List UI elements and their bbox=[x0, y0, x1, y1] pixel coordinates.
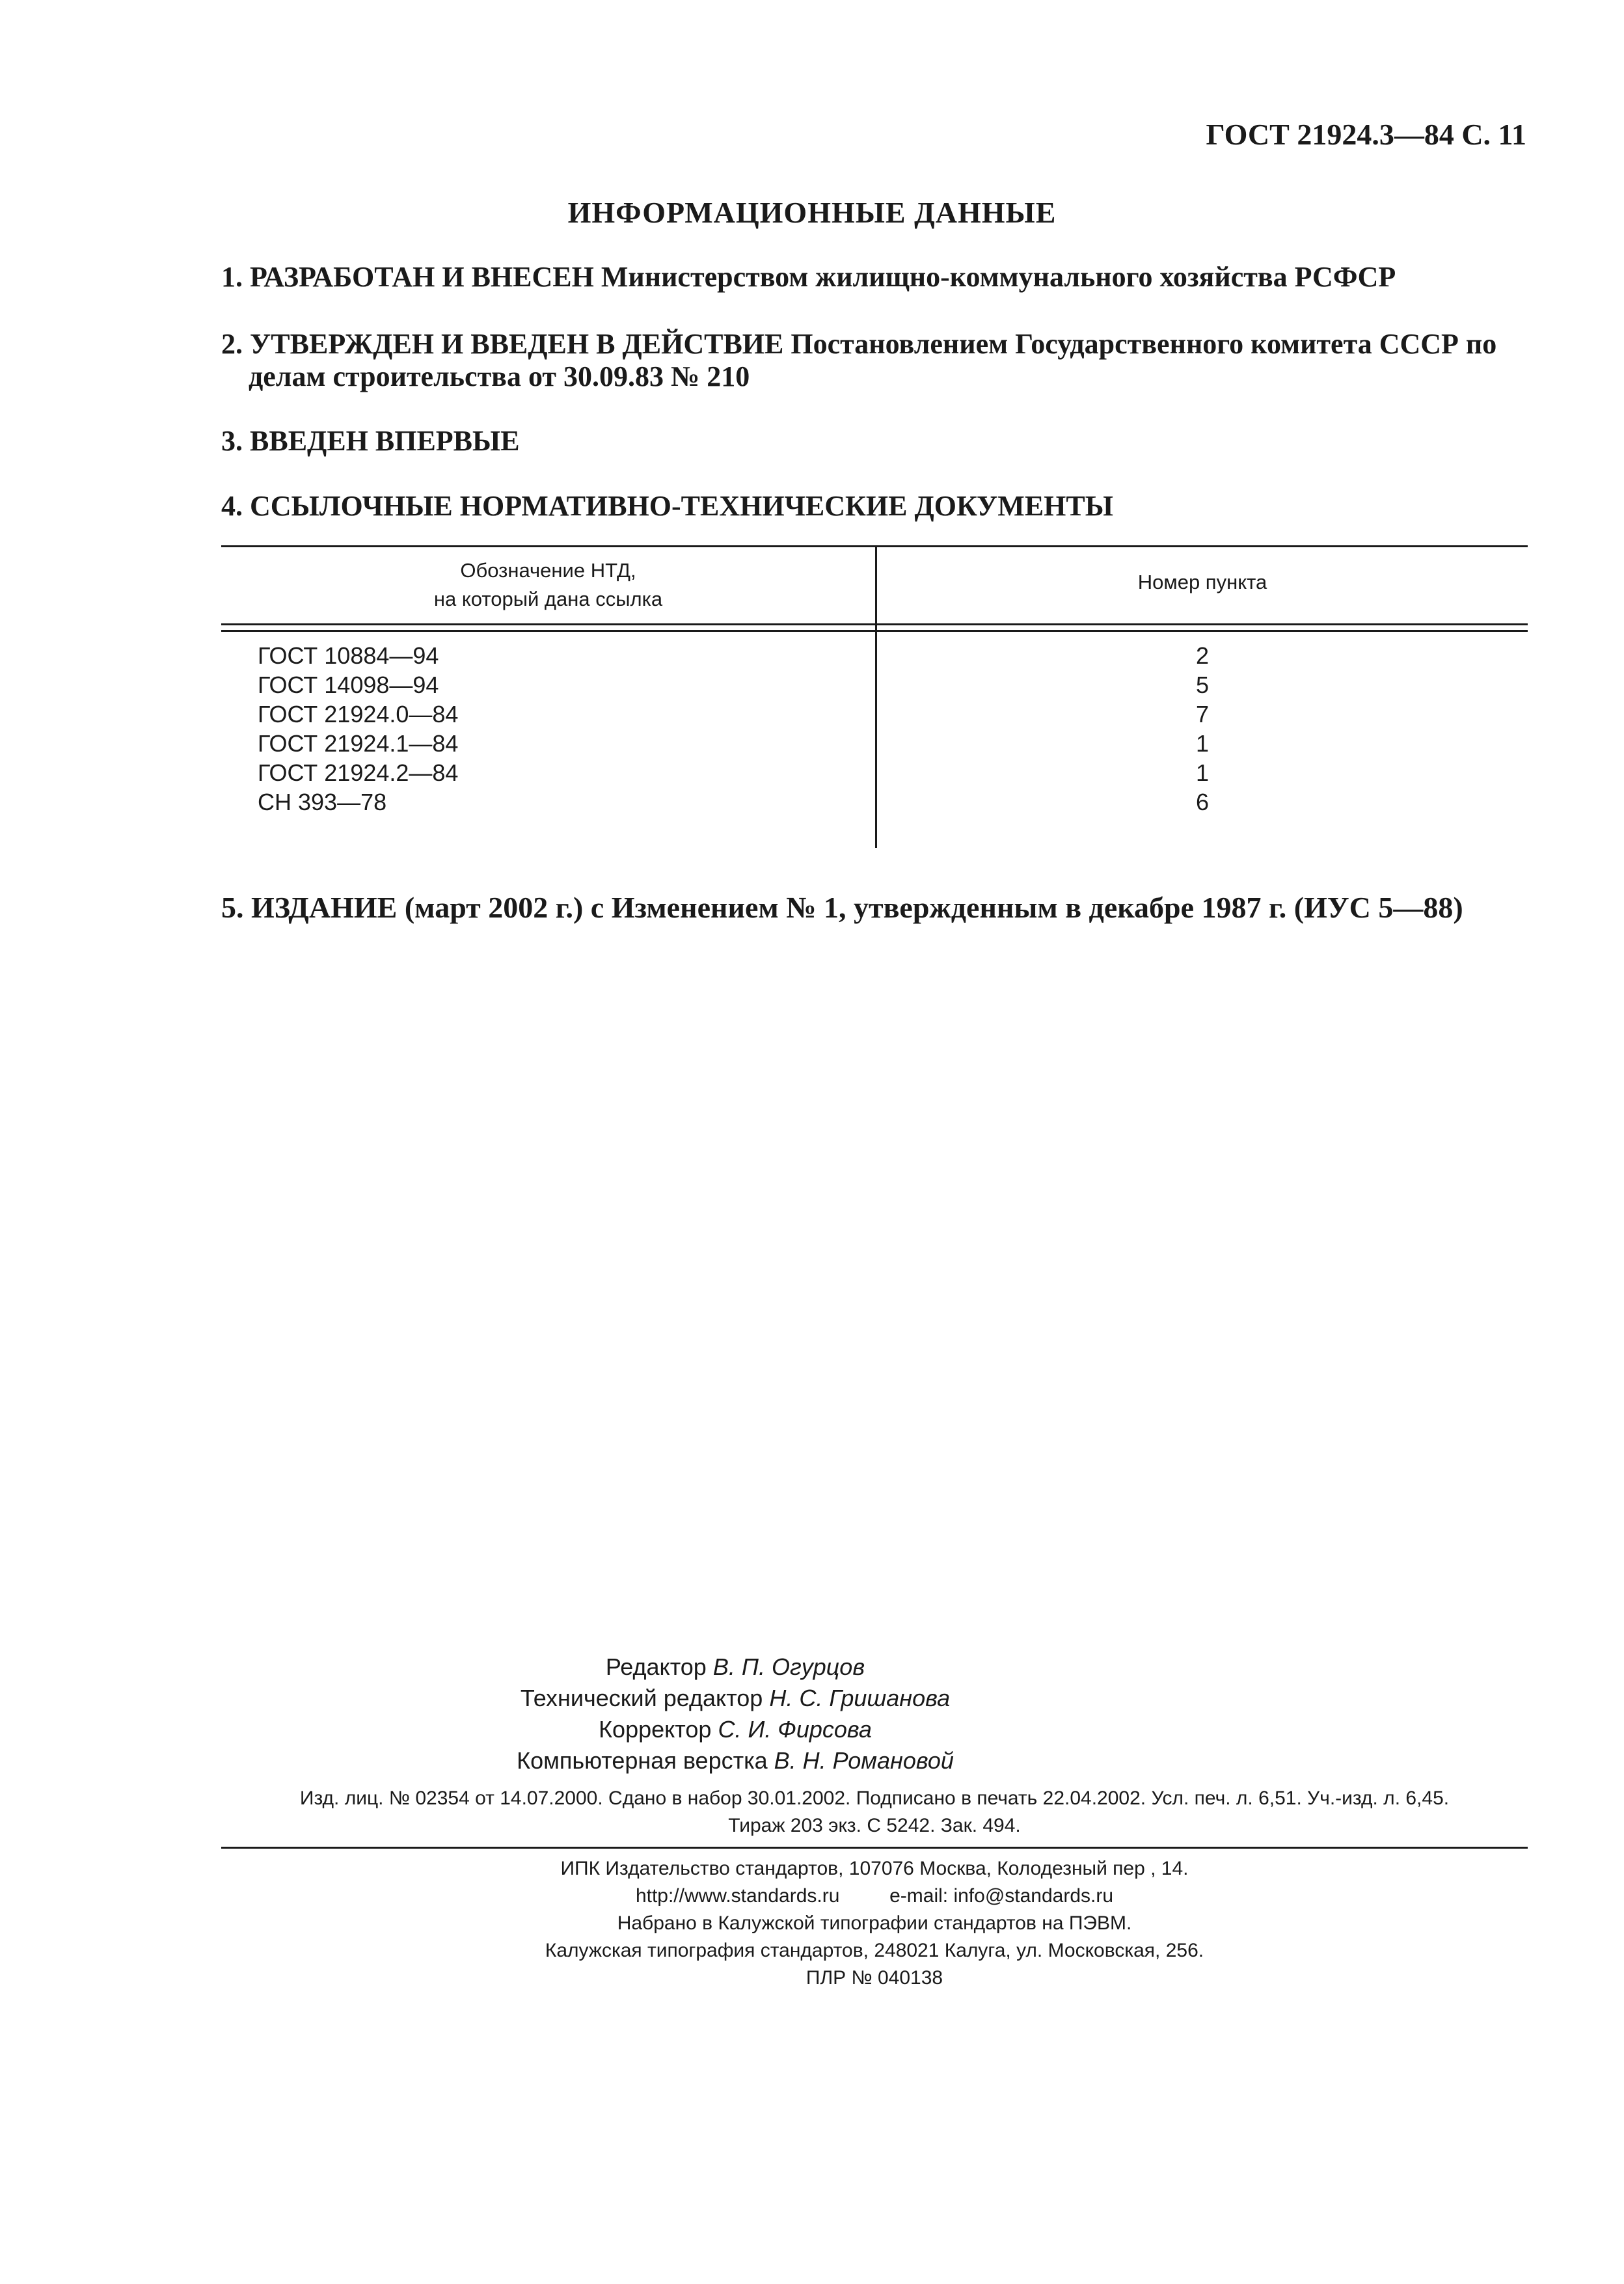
info-item-2-continuation: делам строительства от 30.09.83 № 210 bbox=[249, 360, 750, 392]
table-cell-doc: ГОСТ 21924.0—84 bbox=[258, 701, 459, 727]
publisher-typeset: Набрано в Калужской типографии стандартов на ПЭВМ. bbox=[617, 1912, 1132, 1934]
credit-tech-editor: Технический редактор Н. С. Гришанова bbox=[520, 1685, 951, 1711]
credit-layout: Компьютерная верстка В. Н. Романовой bbox=[517, 1747, 954, 1774]
table-header-rule-double bbox=[221, 630, 1528, 632]
document-title: ИНФОРМАЦИОННЫЕ ДАННЫЕ bbox=[567, 196, 1057, 229]
table-cell-doc: ГОСТ 21924.1—84 bbox=[258, 730, 459, 757]
info-item-5: 5. ИЗДАНИЕ (март 2002 г.) с Изменением № 1, утвержденным в декабре 1987 г. (ИУС 5—88) bbox=[221, 891, 1463, 924]
publisher-address: ИПК Издательство стандартов, 107076 Москва, Колодезный пер , 14. bbox=[560, 1858, 1189, 1879]
table-cell-clause: 2 bbox=[1195, 642, 1210, 669]
info-item-1: 1. РАЗРАБОТАН И ВНЕСЕН Министерством жилищно-коммунального хозяйства РСФСР bbox=[221, 261, 1396, 293]
page-header: ГОСТ 21924.3—84 С. 11 bbox=[1206, 118, 1526, 151]
imprint-line: Тираж 203 экз. С 5242. Зак. 494. bbox=[728, 1815, 1021, 1836]
table-cell-clause: 7 bbox=[1195, 701, 1210, 727]
credits-block bbox=[0, 1652, 1624, 1776]
table-cell-doc: ГОСТ 21924.2—84 bbox=[258, 759, 459, 786]
publisher-email: e-mail: info@standards.ru bbox=[889, 1885, 1114, 1907]
table-cell-clause: 1 bbox=[1195, 759, 1210, 786]
table-cell-doc: ГОСТ 10884—94 bbox=[258, 642, 439, 669]
table-cell-clause: 1 bbox=[1195, 730, 1210, 757]
table-top-rule bbox=[221, 545, 1528, 547]
publisher-url: http://www.standards.ru bbox=[635, 1885, 840, 1907]
imprint-line: Изд. лиц. № 02354 от 14.07.2000. Сдано в набор 30.01.2002. Подписано в печать 22.04.2002. Усл. печ. л. 6,51. Уч.-изд. л. 6,45. bbox=[299, 1788, 1450, 1809]
table-header-document: Обозначение НТД, на который дана ссылка bbox=[433, 559, 663, 610]
table-header-rule bbox=[221, 623, 1528, 625]
table-cell-doc: СН 393—78 bbox=[258, 789, 387, 815]
table-header-clause: Номер пункта bbox=[1137, 571, 1267, 593]
credit-corrector: Корректор С. И. Фирсова bbox=[599, 1716, 872, 1743]
publisher-contacts bbox=[221, 1883, 1528, 1910]
table-cell-clause: 5 bbox=[1195, 672, 1210, 698]
publisher-block bbox=[221, 1855, 1528, 1992]
publisher-license: ПЛР № 040138 bbox=[805, 1967, 943, 1989]
publisher-printer: Калужская типография стандартов, 248021 Калуга, ул. Московская, 256. bbox=[545, 1940, 1204, 1961]
info-item-4: 4. ССЫЛОЧНЫЕ НОРМАТИВНО-ТЕХНИЧЕСКИЕ ДОКУМЕНТЫ bbox=[221, 490, 1113, 522]
credit-editor: Редактор В. П. Огурцов bbox=[605, 1653, 865, 1680]
info-item-3: 3. ВВЕДЕН ВПЕРВЫЕ bbox=[221, 425, 520, 457]
footer-rule bbox=[221, 1847, 1528, 1849]
info-item-2: 2. УТВЕРЖДЕН И ВВЕДЕН В ДЕЙСТВИЕ Постановлением Государственного комитета СССР по bbox=[221, 328, 1497, 360]
imprint-block bbox=[221, 1785, 1528, 1840]
table-cell-clause: 6 bbox=[1195, 789, 1210, 815]
table-cell-doc: ГОСТ 14098—94 bbox=[258, 672, 439, 698]
